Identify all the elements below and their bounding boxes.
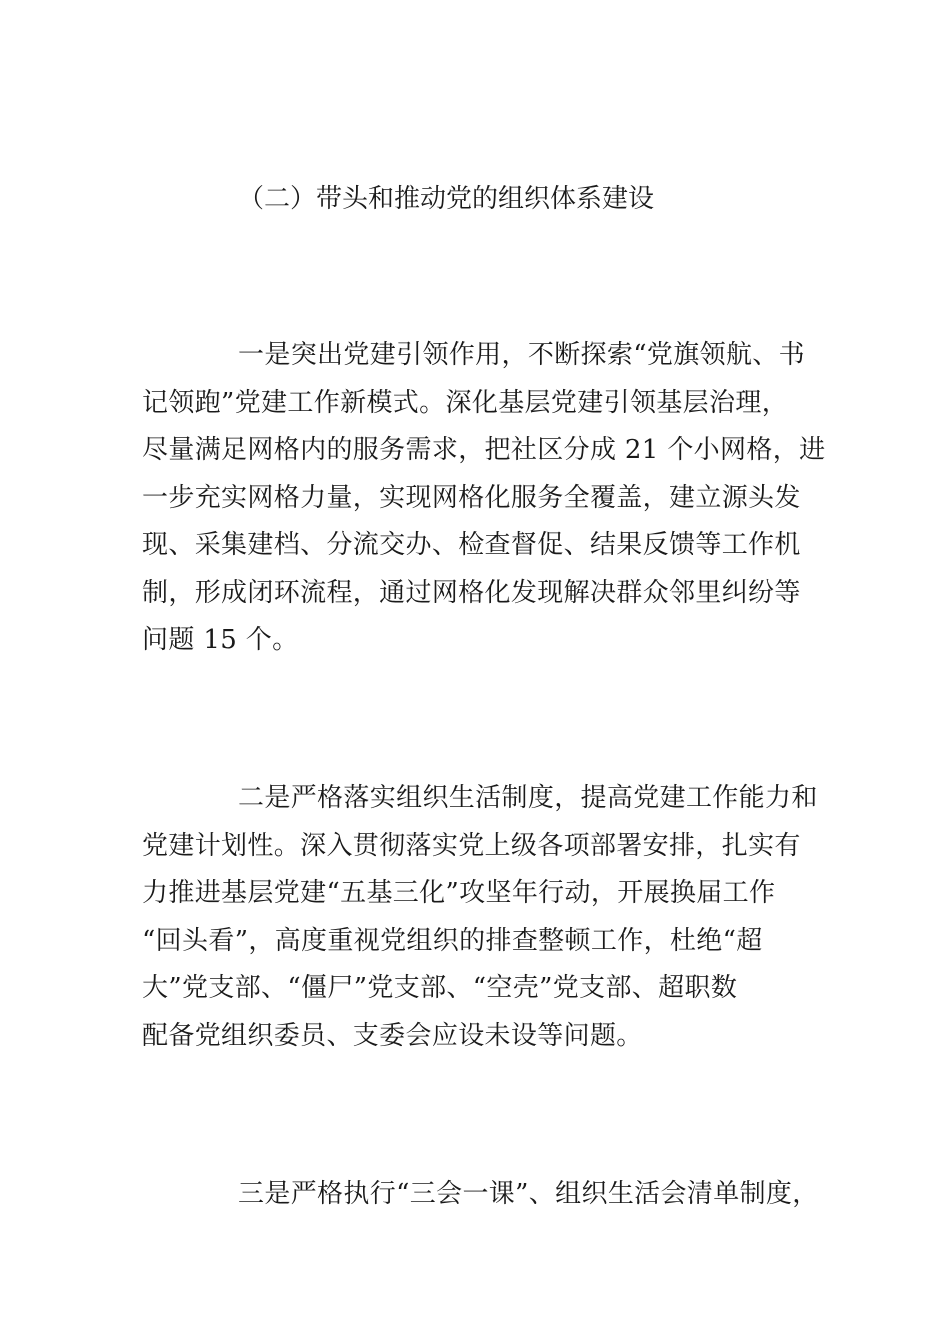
paragraph-line: 记领跑”党建工作新模式。深化基层党建引领基层治理，	[142, 388, 789, 418]
paragraph-line: 三是严格执行“三会一课”、组织生活会清单制度，	[238, 1179, 819, 1209]
paragraph-line: 党建计划性。深入贯彻落实党上级各项部署安排，扎实有	[142, 831, 801, 861]
paragraph-line: 一是突出党建引领作用，不断探索“党旗领航、书	[238, 340, 805, 370]
paragraph-line: 配备党组织委员、支委会应设未设等问题。	[142, 1021, 643, 1051]
paragraph-line: 现、采集建档、分流交办、检查督促、结果反馈等工作机	[142, 530, 801, 560]
paragraph-line: 一步充实网格力量，实现网格化服务全覆盖，建立源头发	[142, 483, 801, 513]
paragraph-line: 大”党支部、“僵尸”党支部、“空壳”党支部、超职数	[142, 973, 738, 1003]
paragraph-line: 问题 15 个。	[142, 625, 299, 655]
paragraph-line: 制，形成闭环流程，通过网格化发现解决群众邻里纠纷等	[142, 578, 801, 608]
paragraph-line: “回头看”，高度重视党组织的排查整顿工作，杜绝“超	[142, 926, 763, 956]
paragraph-line: 二是严格落实组织生活制度，提高党建工作能力和	[238, 783, 818, 813]
section-heading: （二）带头和推动党的组织体系建设	[238, 184, 655, 214]
paragraph-line: 尽量满足网格内的服务需求，把社区分成 21 个小网格，进	[142, 435, 826, 465]
paragraph-line: 力推进基层党建“五基三化”攻坚年行动，开展换届工作	[142, 878, 776, 908]
